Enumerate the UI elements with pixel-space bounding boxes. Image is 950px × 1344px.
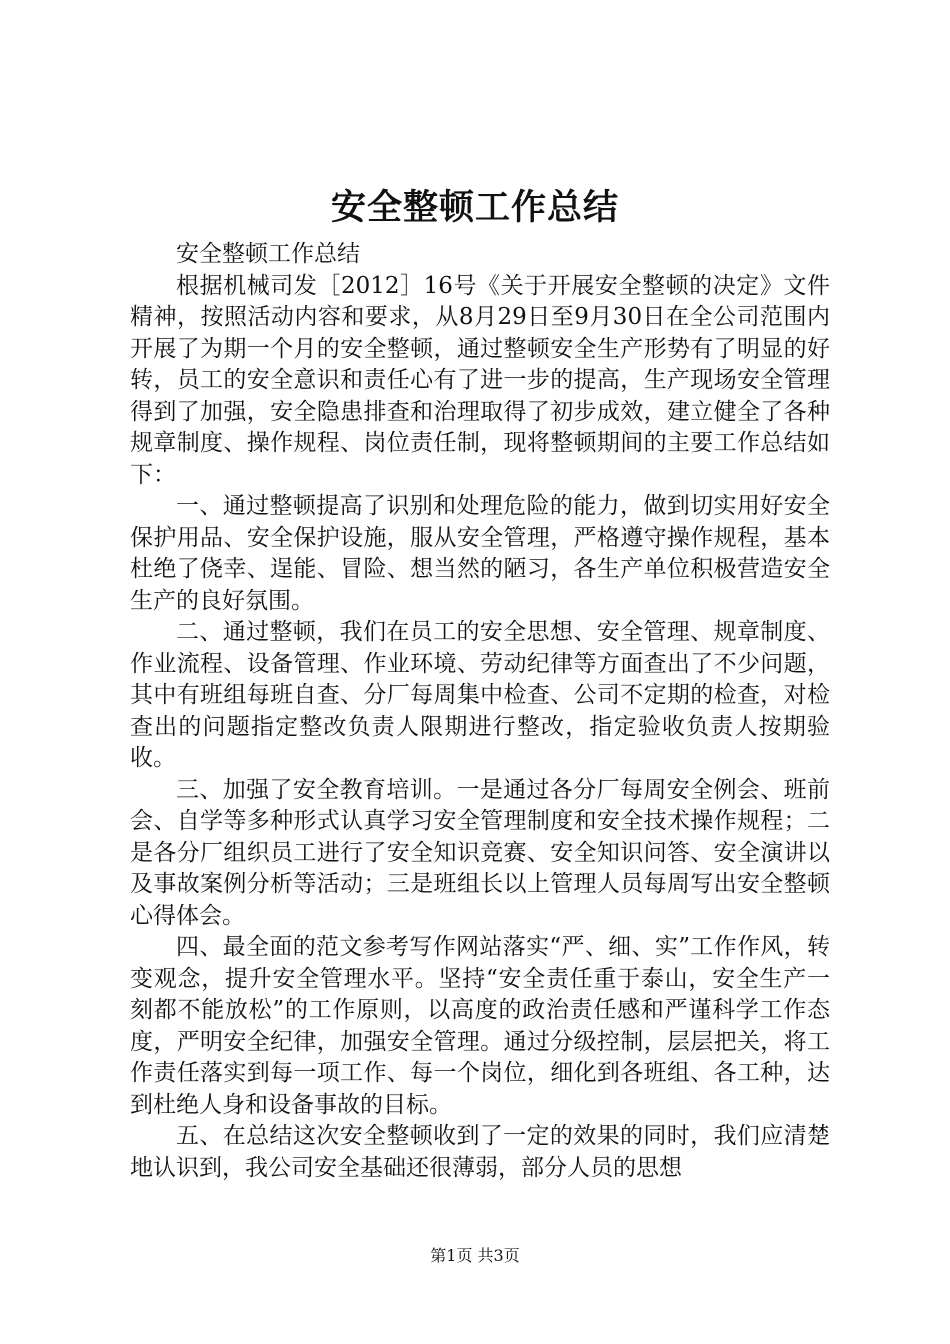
section-five-paragraph: 五、在总结这次安全整顿收到了一定的效果的同时，我们应清楚地认识到，我公司安全基础还很薄弱，部分人员的思想	[130, 1123, 830, 1181]
document-body	[130, 239, 830, 1184]
section-one-paragraph: 一、通过整顿提高了识别和处理危险的能力，做到切实用好安全保护用品、安全保护设施，服从安全管理，严格遵守操作规程，基本杜绝了侥幸、逞能、冒险、想当然的陋习，各生产单位积极营造安全生产的良好氛围。	[130, 493, 830, 614]
section-four-paragraph: 四、最全面的范文参考写作网站落实“严、细、实”工作作风，转变观念，提升安全管理水平。坚持“安全责任重于泰山，安全生产一刻都不能放松”的工作原则，以高度的政治责任感和严谨科学工作态度，严明安全纪律，加强安全管理。通过分级控制，层层把关，将工作责任落实到每一项工作、每一个岗位，细化到各班组、各工种，达到杜绝人身和设备事故的目标。	[130, 934, 830, 1118]
section-two-paragraph: 二、通过整顿，我们在员工的安全思想、安全管理、规章制度、作业流程、设备管理、作业环境、劳动纪律等方面查出了不少问题，其中有班组每班自查、分厂每周集中检查、公司不定期的检查，对检查出的问题指定整改负责人限期进行整改，指定验收负责人按期验收。	[130, 619, 830, 771]
intro-paragraph: 根据机械司发［2012］16号《关于开展安全整顿的决定》文件精神，按照活动内容和要求，从8月29日至9月30日在全公司范围内开展了为期一个月的安全整顿，通过整顿安全生产形势有了明显的好转，员工的安全意识和责任心有了进一步的提高，生产现场安全管理得到了加强，安全隐患排查和治理取得了初步成效，建立健全了各种规章制度、操作规程、岗位责任制，现将整顿期间的主要工作总结如下：	[130, 272, 830, 488]
page-number-footer: 第1页 共3页	[430, 1246, 520, 1265]
document-title: 安全整顿工作总结	[330, 187, 619, 228]
section-three-paragraph: 三、加强了安全教育培训。一是通过各分厂每周安全例会、班前会、自学等多种形式认真学习安全管理制度和安全技术操作规程；二是各分厂组织员工进行了安全知识竞赛、安全知识问答、安全演讲以及事故案例分析等活动；三是班组长以上管理人员每周写出安全整顿心得体会。	[130, 776, 830, 929]
subtitle-paragraph: 安全整顿工作总结	[176, 241, 360, 267]
